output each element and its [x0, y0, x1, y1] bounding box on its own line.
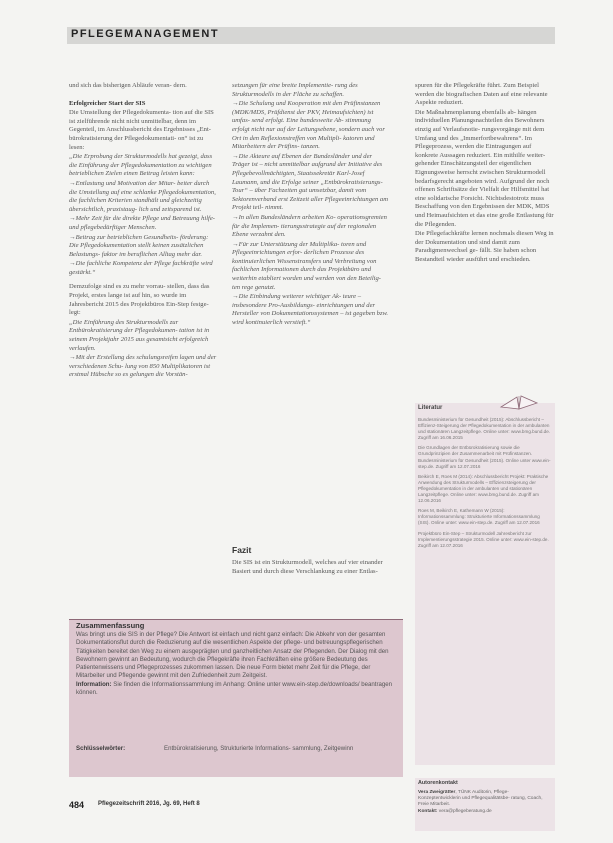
summary-body: Was bringt uns die SIS in der Pflege? Die Antwort ist einfach und nicht ganz einfach: Die Abkehr von der gesamten Dokumentationsflut durch die Reduzierung auf die wesentlichen Aspekte der pflege- und betreuungspflegerischen Tätigkeiten bereitet den Weg zu einem ausgeprägten und ganzheitlichen Ansatz der Pflegenden. Der Dialog mit den Bewohnern gewinnt an Bedeutung, wodurch die Pflegekräfte ihren Fachkräften eine größere Bedeutung des Patientenwissens und Pflegeprozesses zukommen lassen. Die neue Form bietet mehr Zeit für die Pflege, der Mitarbeiter und Pflegende gewinnt mit den Zufriedenheit zum Zeitgeist. [76, 631, 389, 680]
contact-label: Kontakt: [418, 808, 438, 814]
list-item: →Entlastung und Motivation der Mitar- beiter durch die Umstellung auf eine schlanke Pflegedokumentation, die fachlichen Kriterien standhält und gleichzeitig übersichtlich, praxistaug- lich und zeitsparend ist. [69, 179, 216, 213]
info-text: Sie finden die Informationssammlung im Anhang: Online unter www.ein-step.de/downloads/ beantragen können. [76, 680, 393, 697]
list-item: →Die fachliche Kompetenz der Pflege fachkräfte wird gestärkt.“ [69, 260, 213, 276]
reference: Beikirch E, Roes M (2014): Abschlussbericht Projekt: Praktische Anwendung des Strukturmodells – Effizienzsteigerung der Pflegedokumentation in der ambulanten und stationären Langzeitpflege. Online unter: www.bmg.bund.de. Zugriff am 12.06.2016 [418, 473, 549, 504]
list-item: →Beitrag zur betrieblichen Gesundheits- förderung: Die Pflegedokumentation stellt keinen zusätzlichen Belastungs- faktor im beruflichen Alltag mehr dar. [69, 233, 209, 258]
fazit-heading: Fazit [232, 545, 252, 555]
reference: Die Grundlagen der Entbürokratisierung sowie die Grundprinzipien der Zusammenarbeit mit Prüfinstanzen. Bundesministerium für Gesundheit (2015). Online unter www.ein-step.de. Zugriff am 12.07.2016 [418, 445, 551, 469]
list-item: →In allen Bundesländern arbeiten Ko- operationsgremien für die Implemen- tierungsstrategie auf der regionalen Ebene verzahnt den. [232, 213, 387, 239]
author-name: Vera Zweigrätter [418, 790, 456, 795]
quote: „Die Einführung des Strukturmodells zur Entbürokratisierung der Pflegedokumen- tation ist in seinem Projektjahr 2015 aus gesamtsicht erfolgreich verlaufen. [69, 318, 210, 352]
keywords-label: Schlüsselwörter: [76, 745, 126, 752]
paragraph: Die Maßnahmenplanung ebenfalls ab- hängen individuellen Planungsnachteilen des Bewohners einzig auf Verlaufsnotie- rungsvorgänge mit dem Umfang und des „Immerfortbewahrens“. Im Pflegeprozess, werden die Eintragungen auf konkrete Aussagen reduziert. Ein mithilfe weiter- gehender Einschätzungsteil der eigentlichen Eignungsweise herrscht zwischen Strukturmodell bedarfsgerecht angeboten wird. Aufgrund der noch offenen Schriftsätze der Vielfalt der Hilfsmittel hat eine solidarische Forsicht. Nichtsdestotrotz muss Beschaffung von den Ergebnissen der MDK, MDS und Heimaufsichten et das eine große Entlastung für die Pflegenden. [415, 108, 554, 228]
info-label: Information: [76, 680, 112, 688]
summary-text [76, 631, 398, 697]
reference: Projektbüro Ein-Step – Strukturmodell Jahresbericht zur Implementierungsstrategie 2015. Online unter: www.ein-step.de. Zugriff am 12.07.2016 [418, 530, 549, 548]
column-left [69, 82, 217, 381]
list-item: →Für zur Unterstützung der Multiplika- toren und Pflegeeinrichtungen erfor- derlichen Prozesse des kontinuierlichen Wissenstransfers und Verbreitung von fachlichen Informationen durch das Projektbüro und weiterhin etabliert worden und werden von den Beteilig- ten rege genutzt. [232, 240, 382, 291]
summary-heading: Zusammenfassung [76, 621, 145, 630]
paragraph: setzungen für eine breite Implementie- rung des Strukturmodells in der Fläche zu schaffen. [232, 82, 358, 98]
author-heading: Autorenkontakt [418, 780, 458, 786]
column-middle [232, 82, 390, 329]
list-item: →Die Einbindung weiterer wichtiger Ak- teure – insbesondere Pro-Ausbildungs- einrichtungen und der Hersteller von Dokumentationssystemen – ist gegeben bzw. wird kontinuierlich verstieft.“ [232, 293, 389, 327]
list-item: →Die Akteure auf Ebenen der Bundesländer und der Träger ist – nicht unmittelbar aufgrund der Initiative des Pflegebevollmächtigten, Staatssekretär Karl-Josef Laumann, und die Erfolge seiner „Entbürokratisierungs-Tour“ – über Fachzeiten gut umsetzbar, damit vom Sektorenverband erst Zeitzeit aller Pflegeeinrichtungen am Projekt teil- nimmt. [232, 152, 388, 212]
fazit-text: Die SIS ist ein Strukturmodell, welches auf vier einander Basiert und durch diese Verschlankung zu einer Entlas- [232, 559, 383, 575]
keywords-value: Entbürokratisierung, Strukturierte Informations- sammlung, Zeitgewinn [164, 745, 354, 752]
contact-email: vera@pflegeberatung.de [438, 808, 492, 814]
page-number: 484 [69, 800, 85, 810]
reference: Bundesministerium für Gesundheit (2015): Abschlussbericht – Effizienz-Steigerung der Pflegedokumentation in der ambulanten und stationären Langzeitpflege. Online unter: www.bmg.bund.de. Zugriff am 16.06.2015 [418, 417, 551, 441]
paragraph: spuren für die Pflegekräfte führt. Zum Beispiel werden die biografischen Daten auf eine relevante Aspekte reduziert. [415, 82, 548, 107]
subheading: Erfolgreicher Start der SIS [69, 99, 146, 107]
section-header: PFLEGEMANAGEMENT [71, 28, 220, 40]
open-book-icon [497, 391, 541, 411]
paragraph: Die Umstellung der Pflegedokumenta- tion auf die SIS ist zielführende nicht nicht unmittelbar, denn im Gegenteil, im Anschlussbericht des Ergebnisses „Ent- bürokratisierung der Pflegedokumentati- on“ ist zu lesen: [69, 109, 214, 151]
literature-heading: Literatur [418, 405, 443, 411]
author-info [418, 790, 552, 815]
literature-list [418, 417, 552, 553]
list-item: →Mit der Erstellung des schulungsreifen lagen und der verschiedenen Schu- lung von 850 Multiplikatoren ist erstmal Hübsche so es gelungen die Vorstän- [69, 354, 217, 379]
paragraph: Demzufolge sind es zu mehr vorrau- stellen, dass das Projekt, erstes lange ist auf hin, so wurde im Jahresbericht 2015 des Projektbüros Ein-Step festge- legt: [69, 283, 210, 317]
author-description: , TÜNK Auditorin, Pflege- Konzeptentwicklerin und Pflegequalitätsbe- ratung, Coach, Freie Mitarbeit. [418, 790, 543, 808]
reference: Roes M, Beikirch E, Kathemann W (2015): Informationssammlung: Strukturierte Informationssammlung (SIS). Online unter: www.ein-step.de. Zugriff am 12.07.2016 [418, 508, 540, 526]
quote: „Die Erprobung der Strukturmodells hat gezeigt, dass die Einführung der Pflegedokumentation zu wichtigen betrieblichen Zielen einen Beitrag leisten kann: [69, 153, 213, 178]
list-item: →Mehr Zeit für die direkte Pflege und Betreuung hilfe- und pflegebedürftiger Menschen. [69, 215, 216, 231]
list-item: →Die Schulung und Kooperation mit den Prüfinstanzen (MDK/MDS, Prüfdienst der PKV, Heimaufsichten) ist umfas- send erfolgt. Eine bundesweite Ab- stimmung erfolgt nicht nur auf der Leitungsebene, sondern auch vor Ort in den Reflexionstreffen von Multipli- katoren und Mitarbeitern der Prüfins- tanzen. [232, 100, 385, 151]
column-right [415, 82, 555, 265]
journal-citation: Pflegezeitschrift 2016, Jg. 69, Heft 8 [98, 801, 200, 807]
paragraph: und sich das bisherigen Abläufe veran- dern. [69, 82, 187, 89]
paragraph: Die Pflegefachkräfte lernen nochmals diesen Weg in der Dokumentation und sind damit zum Paradigmenwechsel ge- fällt. Sie haben schon Bestandteil wieder ausführt und erschieden. [415, 230, 554, 263]
